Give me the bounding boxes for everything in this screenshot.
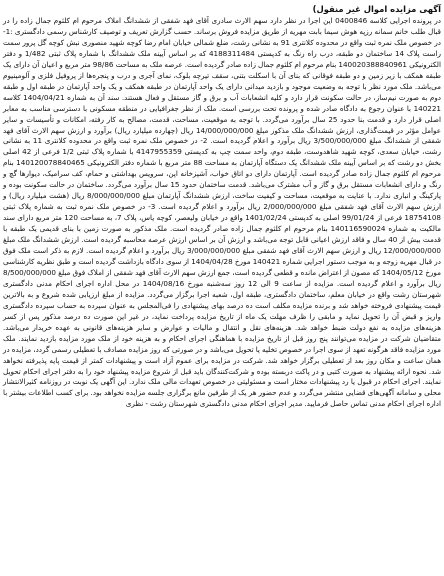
notice-title: آگهی مزایده اموال غیر منقول) xyxy=(312,4,441,14)
notice-body: در پرونده اجرایی کلاسه 0400846 این اجرا در نظر دارد سهم الارث سادری آقای فهد شفقی از ششدانگ املاک مرحوم ام کلثوم جمال زاده را در قبال طلب خانم سمانه رزپه هوش سیما بابت مهریه از طریق مزایده فروش برساند. حسب گزارش تعریف و توصیف کارشناس رسمی دادگستری :1-در خصوص ملک نمره ثبت واقع در محدوده کلانتری 91 به نشانی رشت، ضلع شمالی خیابان امام رضا کوچه شهید منصوری نبش کوچه گل پرور سمت راست پلاک 14 ساختمان دو طبقه، درب راه رنگ به کدپستی 4188311484 که بر اساس آیینه ملک ششدانگ با شماره پلاک ثبتی 1/482 و دفتر الکترونیکی 140020388840961 بنام مرحوم ام کلثوم جمال زاده صادر گردیده است. عرصه ملک به مساحت 98/86 متر مربع و اعیان آن دارای یک طبقه همکف با زیر زمین و دو طبقه فوقانی که بنای آن با اسکلت بتنی، سقف تیرچه بلوک، نمای آجری و درب و پنجره‌ها از پروفیل فلزی و آلومینیوم می‌باشد. ملک مورد نظر با توجه به وضعیت موجود و بازدید میدانی دارای یک واحد آپارتمان در طبقه همکف و یک واحد آپارتمان در طبقه اول و طبقه دوم به صورت نیم‌ساز، در حالت سکونت قرار دارد و کلیه انشعابات آب و برق و گاز مستقل و فعال هستند. سند آن به شماره 1404/04/21 کلاسه 140221 با عنوان رجوع به دادگاه صادر شده و پرونده تحت بررسی است. ملک از نظر جغرافیایی در منطقه مسکونی با دسترسی مناسب به معابر اصلی قرار دارد و قدمت بنا حدود 25 سال برآورد می‌گردد. با توجه به موقعیت، مساحت، قدمت، مصالح به کار رفته، امکانات و تأسیسات و سایر عوامل مؤثر در قیمت‌گذاری، ارزش ششدانگ ملک مذکور مبلغ 14/000/000/000 ریال (چهارده میلیارد ریال) برآورد و ارزش سهم الارث آقای فهد شفقی از ششدانگ مبلغ 3/500/000/000 ریال برآورد و اعلام گردیده است. 2- در خصوص ملک نمره ثبت واقع در محدوده کلانتری 11 به نشانی رشت، خیابان سعدی، کوچه شهید شاهدوست، طبقه دوم، واحد سمت چپ به کدپستی 4147955359 با شماره پلاک ثبتی 1/2 فرعی از 42 اصلی بخش دو رشت که بر اساس آیینه ملک ششدانگ یک دستگاه آپارتمان به مساحت 88 متر مربع با شماره دفتر الکترونیکی 140120078840465 بنام مرحوم ام کلثوم جمال زاده صادر گردیده است. آپارتمان دارای دو اتاق خواب، آشپزخانه اپن، سرویس بهداشتی و حمام، کف سرامیک، دیوارها گچ و رنگ و دارای انشعابات مستقل برق و گاز و آب مشترک می‌باشد. قدمت ساختمان حدود 15 سال برآورد می‌گردد. ساختمان در حالت سکونت بوده و پارکینگ و انباری ندارد. با عنایت به موقعیت، مساحت و کیفیت ساخت، ارزش ششدانگ آپارتمان مبلغ 8/000/000/000 ریال (هشت میلیارد ریال) و ارزش سهم الارث آقای فهد شفقی مبلغ 2/000/000/000 ریال برآورد و اعلام گردیده است. 3- در خصوص ملک نمره ثبت به شماره پلاک ثبتی 18754108 فرعی از 99/01/24 اصلی به کدپستی 1401/02/24 واقع در خیابان ولیعصر، کوچه یاس، پلاک 7، به مساحت 120 متر مربع دارای سند مالکیت به شماره 140116590024 بنام مرحوم ام کلثوم جمال زاده صادر گردیده است. ملک مذکور به صورت زمین با بنای قدیمی یک طبقه با قدمت بیش از 40 سال و فاقد ارزش اعیانی قابل توجه می‌باشد و ارزش آن بر اساس ارزش عرصه محاسبه گردیده است. ارزش ششدانگ ملک مبلغ 12/000/000/000 ریال و ارزش سهم الارث آقای فهد شفقی مبلغ 3/000/000/000 ریال برآورد و اعلام گردیده است. لازم به ذکر است ملک فوق در قبال مهریه زوجه و به موجب دستور اجرایی شماره 140421 مورخ 1404/04/28 از سوی دادگاه بازداشت گردیده است و طبق نظریه کارشناسی مورخ 1404/05/12 که مصون از اعتراض مانده و قطعی گردیده است، جمع ارزش سهم الارث آقای فهد شفقی از املاک فوق مبلغ 8/500/000/000 ریال برآورد و اعلام گردیده است. مزایده از ساعت 9 الی 12 روز سه‌شنبه مورخ 1404/08/16 در محل اداره اجرای احکام مدنی دادگستری شهرستان رشت واقع در خیابان معلم، ساختمان دادگستری، طبقه اول، شعبه اجرا برگزار می‌گردد. مزایده از مبلغ ارزیابی شده شروع و به بالاترین قیمت پیشنهادی فروخته خواهد شد و برنده مزایده مکلف است ده درصد بهای پیشنهادی را فی‌المجلس به عنوان سپرده به حساب سپرده دادگستری واریز و قبض آن را تحویل نماید و مابقی را ظرف مهلت یک ماه از تاریخ مزایده پرداخت نماید، در غیر این صورت ده درصد مذکور پس از کسر هزینه‌های مزایده به نفع دولت ضبط خواهد شد. هزینه‌های نقل و انتقال و مالیات و عوارض و سایر هزینه‌های قانونی به عهده خریدار می‌باشد. متقاضیان شرکت در مزایده می‌توانند پنج روز قبل از تاریخ مزایده با هماهنگی اجرای احکام و به هزینه خود از ملک مورد مزایده بازدید نمایند. ملک مورد مزایده فاقد هرگونه تعهد از سوی اجرا در خصوص تخلیه یا تحویل می‌باشد و در صورتی که روز مزایده مصادف با تعطیلی رسمی گردد، مزایده در همان ساعت و مکان روز بعد از تعطیلی برگزار خواهد شد. شرکت در مزایده برای عموم آزاد است و پیشنهادات کمتر از قیمت پایه پذیرفته نخواهد شد. نحوه ارائه پیشنهاد به صورت کتبی و در پاکت دربسته بوده و شرکت‌کنندگان باید قبل از شروع مزایده پیشنهاد خود را به دفتر اجرای احکام تحویل نمایند. اجرای احکام در قبول یا رد پیشنهادات مختار است و مسئولیتی در خصوص تعهدات مالی ملک ندارد. این آگهی یک نوبت در روزنامه کثیرالانتشار محلی و سامانه آگهی‌های قضایی منتشر می‌گردد و عدم حضور هر یک از طرفین مانع برگزاری جلسه مزایده نخواهد بود. برای کسب اطلاعات بیشتر با اداره اجرای احکام مدنی تماس حاصل فرمایید. مدیر اجرای احکام مدنی دادگستری شهرستان رشت - نظری xyxy=(3,16,442,409)
